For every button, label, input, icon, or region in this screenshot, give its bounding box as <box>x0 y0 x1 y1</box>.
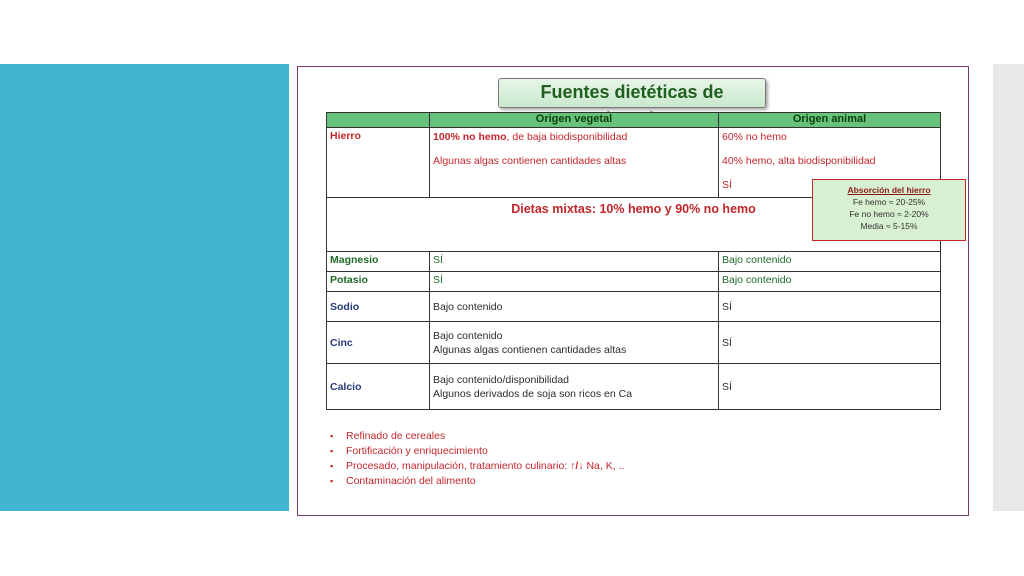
hierro-animal-line2: 40% hemo, alta biodisponibilidad <box>722 155 876 167</box>
note-tail: Na, K, .. <box>586 460 625 472</box>
mineral-label-potasio: Potasio <box>327 272 430 292</box>
mineral-label-sodio: Sodio <box>327 292 430 322</box>
cinc-animal: SÍ <box>719 322 941 364</box>
notes-list <box>326 429 624 489</box>
cinc-veg-line2: Algunas algas contienen cantidades altas <box>433 343 627 356</box>
table-row-cinc <box>327 322 941 364</box>
note-item <box>326 459 624 474</box>
hierro-animal-line3: SÍ <box>722 179 732 191</box>
right-scroll-band <box>993 64 1024 511</box>
hierro-veg-rest: , de baja biodisponibilidad <box>506 131 628 143</box>
mineral-label-magnesio: Magnesio <box>327 252 430 272</box>
slide-image <box>297 66 969 516</box>
magnesio-animal: Bajo contenido <box>719 252 941 272</box>
magnesio-vegetal: SÍ <box>430 252 719 272</box>
note-item: ▪ Contaminación del alimento <box>326 474 624 489</box>
hierro-vegetal-cell <box>430 128 719 198</box>
note-item: ▪ Fortificación y enriquecimiento <box>326 444 624 459</box>
hierro-veg-bold: 100% no hemo <box>433 131 507 143</box>
table-header-row <box>327 113 941 128</box>
left-accent-band <box>0 64 289 511</box>
up-down-arrows-icon: ↑/↓ <box>570 460 584 472</box>
absorption-line1: Fe hemo ≈ 20-25% <box>852 197 926 207</box>
calcio-veg-line1: Bajo contenido/disponibilidad <box>433 373 570 386</box>
calcio-animal: SÍ <box>719 364 941 410</box>
potasio-vegetal: SÍ <box>430 272 719 292</box>
sodio-vegetal: Bajo contenido <box>430 292 719 322</box>
calcio-veg-line2: Algunos derivados de soja son ricos en Ca <box>433 387 633 400</box>
note-text: Procesado, manipulación, tratamiento culinario: <box>346 460 571 472</box>
table-row-potasio <box>327 272 941 292</box>
potasio-animal: Bajo contenido <box>719 272 941 292</box>
table-row-magnesio <box>327 252 941 272</box>
minerals-table <box>326 112 941 410</box>
calcio-vegetal-cell <box>430 364 719 410</box>
table-row-sodio <box>327 292 941 322</box>
cinc-veg-line1: Bajo contenido <box>433 329 503 342</box>
header-origen-animal: Origen animal <box>719 113 941 128</box>
hierro-veg-line2: Algunas algas contienen cantidades altas <box>433 155 627 167</box>
sodio-animal: SÍ <box>719 292 941 322</box>
mineral-label-hierro: Hierro <box>327 128 430 198</box>
mineral-label-cinc: Cinc <box>327 322 430 364</box>
absorption-title: Absorción del hierro <box>847 185 931 195</box>
absorption-line3: Media ≈ 5-15% <box>860 221 918 231</box>
iron-absorption-callout <box>812 179 966 241</box>
header-origen-vegetal: Origen vegetal <box>430 113 719 128</box>
cinc-vegetal-cell <box>430 322 719 364</box>
hierro-animal-line1: 60% no hemo <box>722 131 787 143</box>
mixed-diet-text: Dietas mixtas: 10% hemo y 90% no hemo <box>327 198 941 252</box>
absorption-line2: Fe no hemo ≈ 2-20% <box>849 209 929 219</box>
slide-title: Fuentes dietéticas de <box>498 78 766 108</box>
mineral-label-calcio: Calcio <box>327 364 430 410</box>
note-item: ▪ Refinado de cereales <box>326 429 624 444</box>
table-row-calcio <box>327 364 941 410</box>
header-empty <box>327 113 430 128</box>
